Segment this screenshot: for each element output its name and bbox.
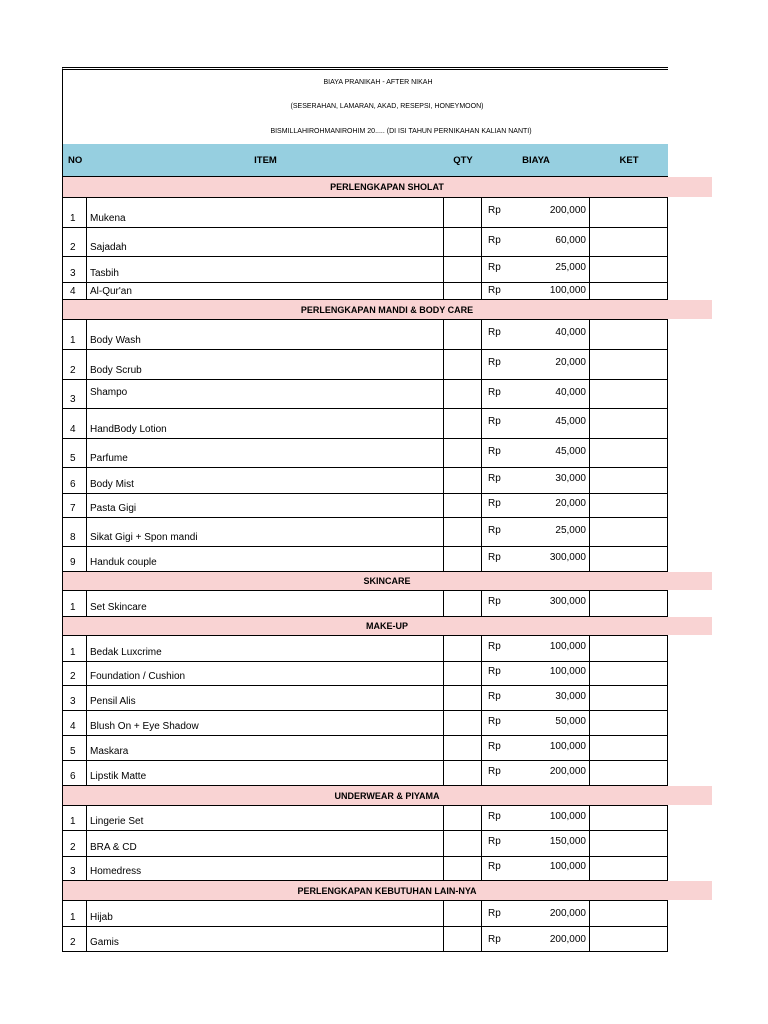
- table-row: [63, 736, 668, 761]
- table-row: [63, 257, 668, 283]
- cost-cell: [482, 547, 590, 571]
- section-header: [63, 881, 668, 901]
- qty-cell: [444, 736, 482, 760]
- cost-cell: [482, 439, 590, 467]
- note-cell: [590, 228, 668, 256]
- column-header-qty: QTY: [453, 154, 473, 166]
- cost-amount: 300,000: [549, 551, 586, 563]
- cost-amount: 40,000: [555, 386, 586, 398]
- item-name: HandBody Lotion: [87, 409, 444, 438]
- item-name: Hijab: [87, 901, 444, 926]
- qty-cell: [444, 547, 482, 571]
- section-header: [63, 617, 668, 636]
- cost-cell: [482, 927, 590, 951]
- cost-amount: 100,000: [549, 740, 586, 752]
- currency-label: Rp: [488, 690, 501, 702]
- cost-amount: 60,000: [555, 234, 586, 246]
- currency-label: Rp: [488, 473, 501, 484]
- row-number: 4: [63, 283, 87, 299]
- table-row: [63, 494, 668, 518]
- table-row: [63, 547, 668, 572]
- row-number: 1: [63, 806, 87, 830]
- document-title: BIAYA PRANIKAH - AFTER NIKAH: [323, 78, 433, 86]
- table-row: [63, 927, 668, 952]
- table-row: [63, 591, 668, 617]
- note-cell: [590, 283, 668, 299]
- cost-amount: 200,000: [549, 205, 586, 216]
- cost-cell: [482, 806, 590, 830]
- row-number: 2: [63, 350, 87, 379]
- note-cell: [590, 761, 668, 785]
- qty-cell: [444, 228, 482, 256]
- column-header-ket: KET: [619, 154, 639, 166]
- currency-label: Rp: [488, 740, 501, 752]
- currency-label: Rp: [488, 861, 501, 872]
- cost-amount: 45,000: [555, 416, 586, 427]
- row-number: 6: [63, 468, 87, 493]
- currency-label: Rp: [488, 285, 501, 296]
- table-row: [63, 228, 668, 257]
- note-cell: [590, 350, 668, 379]
- note-cell: [590, 380, 668, 408]
- row-number: 2: [63, 831, 87, 856]
- item-name: Lipstik Matte: [87, 761, 444, 785]
- cost-cell: [482, 686, 590, 710]
- item-name: Lingerie Set: [87, 806, 444, 830]
- note-cell: [590, 831, 668, 856]
- row-number: 1: [63, 901, 87, 926]
- row-number: 3: [63, 857, 87, 880]
- currency-label: Rp: [488, 205, 501, 216]
- currency-label: Rp: [488, 715, 501, 727]
- cost-amount: 20,000: [555, 498, 586, 509]
- cost-amount: 150,000: [549, 836, 586, 847]
- note-cell: [590, 198, 668, 227]
- cost-amount: 30,000: [555, 473, 586, 484]
- qty-cell: [444, 636, 482, 661]
- note-cell: [590, 257, 668, 282]
- item-name: Bedak Luxcrime: [87, 636, 444, 661]
- table-row: [63, 518, 668, 547]
- note-cell: [590, 662, 668, 685]
- document-subtitle: (SESERAHAN, LAMARAN, AKAD, RESEPSI, HONEYMOON): [290, 102, 484, 110]
- qty-cell: [444, 761, 482, 785]
- cost-amount: 100,000: [549, 861, 586, 872]
- row-number: 5: [63, 736, 87, 760]
- cost-cell: [482, 228, 590, 256]
- note-cell: [590, 806, 668, 830]
- currency-label: Rp: [488, 765, 501, 777]
- cost-amount: 20,000: [555, 357, 586, 368]
- item-name: Body Mist: [87, 468, 444, 493]
- note-cell: [590, 494, 668, 517]
- table-row: [63, 439, 668, 468]
- row-number: 2: [63, 228, 87, 256]
- cost-amount: 40,000: [555, 327, 586, 338]
- qty-cell: [444, 257, 482, 282]
- column-header-biaya: BIAYA: [522, 154, 550, 166]
- note-cell: [590, 320, 668, 349]
- section-header: [63, 300, 668, 320]
- cost-amount: 200,000: [549, 933, 586, 945]
- qty-cell: [444, 283, 482, 299]
- qty-cell: [444, 320, 482, 349]
- cost-amount: 100,000: [549, 641, 586, 652]
- row-number: 1: [63, 591, 87, 616]
- currency-label: Rp: [488, 327, 501, 338]
- cost-cell: [482, 350, 590, 379]
- cost-cell: [482, 494, 590, 517]
- table-row: [63, 468, 668, 494]
- currency-label: Rp: [488, 234, 501, 246]
- cost-cell: [482, 468, 590, 493]
- table-row: [63, 350, 668, 380]
- table-row: [63, 198, 668, 228]
- row-number: 4: [63, 409, 87, 438]
- row-number: 3: [63, 257, 87, 282]
- qty-cell: [444, 857, 482, 880]
- budget-sheet: [62, 67, 668, 952]
- cost-cell: [482, 711, 590, 735]
- cost-amount: 300,000: [549, 596, 586, 607]
- cost-cell: [482, 198, 590, 227]
- currency-label: Rp: [488, 357, 501, 368]
- qty-cell: [444, 711, 482, 735]
- section-title: MAKE-UP: [366, 621, 408, 631]
- currency-label: Rp: [488, 498, 501, 509]
- qty-cell: [444, 927, 482, 951]
- section-title: PERLENGKAPAN KEBUTUHAN LAIN-NYA: [297, 885, 477, 896]
- currency-label: Rp: [488, 641, 501, 652]
- note-cell: [590, 468, 668, 493]
- item-name: Body Scrub: [87, 350, 444, 379]
- cost-amount: 100,000: [549, 285, 586, 296]
- note-cell: [590, 547, 668, 571]
- qty-cell: [444, 409, 482, 438]
- qty-cell: [444, 468, 482, 493]
- item-name: Pasta Gigi: [87, 494, 444, 517]
- column-header-item: ITEM: [254, 154, 277, 166]
- table-row: [63, 857, 668, 881]
- qty-cell: [444, 831, 482, 856]
- cost-cell: [482, 761, 590, 785]
- note-cell: [590, 439, 668, 467]
- note-cell: [590, 927, 668, 951]
- column-header-no: NO: [68, 154, 83, 166]
- row-number: 1: [63, 198, 87, 227]
- item-name: Pensil Alis: [87, 686, 444, 710]
- note-cell: [590, 901, 668, 926]
- item-name: Handuk couple: [87, 547, 444, 571]
- cost-amount: 30,000: [555, 690, 586, 702]
- table-row: [63, 380, 668, 409]
- qty-cell: [444, 662, 482, 685]
- note-cell: [590, 591, 668, 616]
- table-row: [63, 283, 668, 300]
- cost-amount: 25,000: [555, 262, 586, 273]
- table-row: [63, 711, 668, 736]
- currency-label: Rp: [488, 445, 501, 457]
- row-number: 3: [63, 686, 87, 710]
- qty-cell: [444, 806, 482, 830]
- row-number: 2: [63, 927, 87, 951]
- item-name: BRA & CD: [87, 831, 444, 856]
- cost-cell: [482, 901, 590, 926]
- item-name: Body Wash: [87, 320, 444, 349]
- cost-amount: 100,000: [549, 666, 586, 677]
- qty-cell: [444, 591, 482, 616]
- section-title: PERLENGKAPAN SHOLAT: [330, 182, 444, 192]
- item-name: Al-Qur'an: [87, 283, 444, 299]
- qty-cell: [444, 439, 482, 467]
- row-number: 4: [63, 711, 87, 735]
- cost-cell: [482, 831, 590, 856]
- row-number: 7: [63, 494, 87, 517]
- cost-cell: [482, 736, 590, 760]
- cost-cell: [482, 518, 590, 546]
- section-title: UNDERWEAR & PIYAMA: [334, 790, 440, 801]
- row-number: 9: [63, 547, 87, 571]
- note-cell: [590, 686, 668, 710]
- cost-cell: [482, 409, 590, 438]
- section-header: [63, 572, 668, 591]
- column-header-row: [63, 144, 668, 177]
- table-row: [63, 409, 668, 439]
- note-cell: [590, 518, 668, 546]
- note-cell: [590, 857, 668, 880]
- table-row: [63, 761, 668, 786]
- item-name: Set Skincare: [87, 591, 444, 616]
- item-name: Shampo: [87, 380, 444, 408]
- note-cell: [590, 736, 668, 760]
- item-name: Gamis: [87, 927, 444, 951]
- item-name: Sikat Gigi + Spon mandi: [87, 518, 444, 546]
- table-row: [63, 831, 668, 857]
- cost-amount: 45,000: [555, 445, 586, 457]
- currency-label: Rp: [488, 386, 501, 398]
- qty-cell: [444, 518, 482, 546]
- cost-amount: 100,000: [549, 810, 586, 822]
- item-name: Homedress: [87, 857, 444, 880]
- currency-label: Rp: [488, 262, 501, 273]
- row-number: 5: [63, 439, 87, 467]
- note-cell: [590, 711, 668, 735]
- table-row: [63, 901, 668, 927]
- table-row: [63, 806, 668, 831]
- table-row: [63, 686, 668, 711]
- cost-amount: 25,000: [555, 524, 586, 536]
- cost-cell: [482, 591, 590, 616]
- note-cell: [590, 636, 668, 661]
- currency-label: Rp: [488, 596, 501, 607]
- item-name: Maskara: [87, 736, 444, 760]
- row-number: 3: [63, 380, 87, 408]
- table-row: [63, 320, 668, 350]
- item-name: Blush On + Eye Shadow: [87, 711, 444, 735]
- row-number: 2: [63, 662, 87, 685]
- cost-cell: [482, 257, 590, 282]
- currency-label: Rp: [488, 933, 501, 945]
- section-title: PERLENGKAPAN MANDI & BODY CARE: [300, 304, 474, 315]
- row-number: 1: [63, 636, 87, 661]
- currency-label: Rp: [488, 908, 501, 919]
- item-name: Foundation / Cushion: [87, 662, 444, 685]
- cost-amount: 200,000: [549, 765, 586, 777]
- row-number: 1: [63, 320, 87, 349]
- qty-cell: [444, 686, 482, 710]
- cost-cell: [482, 283, 590, 299]
- cost-amount: 50,000: [555, 715, 586, 727]
- cost-cell: [482, 320, 590, 349]
- item-name: Sajadah: [87, 228, 444, 256]
- table-row: [63, 636, 668, 662]
- row-number: 6: [63, 761, 87, 785]
- cost-amount: 200,000: [549, 908, 586, 919]
- cost-cell: [482, 857, 590, 880]
- currency-label: Rp: [488, 836, 501, 847]
- qty-cell: [444, 901, 482, 926]
- qty-cell: [444, 350, 482, 379]
- currency-label: Rp: [488, 524, 501, 536]
- item-name: Mukena: [87, 198, 444, 227]
- document-note: BISMILLAHIROHMANIROHIM 20..... (DI ISI TAHUN PERNIKAHAN KALIAN NANTI): [270, 127, 532, 135]
- currency-label: Rp: [488, 416, 501, 427]
- cost-cell: [482, 636, 590, 661]
- section-header: [63, 786, 668, 806]
- table-row: [63, 662, 668, 686]
- section-header: [63, 177, 668, 198]
- item-name: Tasbih: [87, 257, 444, 282]
- qty-cell: [444, 380, 482, 408]
- qty-cell: [444, 198, 482, 227]
- currency-label: Rp: [488, 810, 501, 822]
- currency-label: Rp: [488, 666, 501, 677]
- row-number: 8: [63, 518, 87, 546]
- currency-label: Rp: [488, 551, 501, 563]
- item-name: Parfume: [87, 439, 444, 467]
- note-cell: [590, 409, 668, 438]
- section-title: SKINCARE: [363, 576, 411, 586]
- cost-cell: [482, 380, 590, 408]
- cost-cell: [482, 662, 590, 685]
- qty-cell: [444, 494, 482, 517]
